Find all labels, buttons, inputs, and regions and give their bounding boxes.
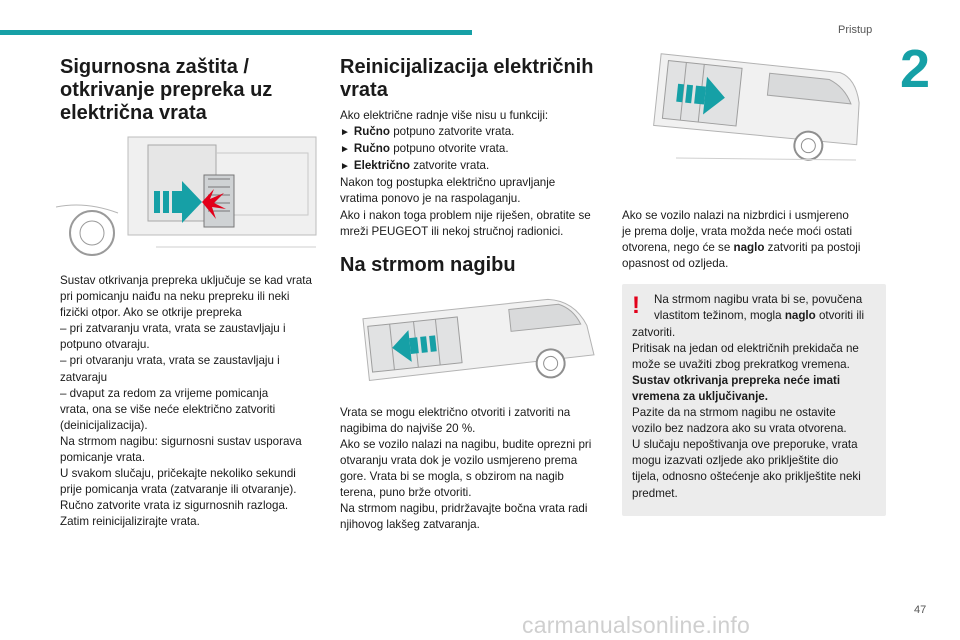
text-line: – pri zatvaranju vrata, vrata se zaustavljaju i: [60, 322, 286, 336]
text-line: može se uvažiti zbog prekratkog vremena.: [632, 357, 850, 371]
watermark: carmanualsonline.info: [522, 612, 750, 638]
column-downhill: [622, 56, 888, 516]
text-line: njihovog lakšeg zatvaranja.: [340, 518, 480, 532]
text-line: fizički otpor. Ako se otkrije prepreka: [60, 306, 242, 320]
text-bold: Sustav otkrivanja prepreka neće imati: [632, 373, 841, 387]
text-line: Vrata se mogu električno otvoriti i zatvoriti na: [340, 405, 571, 419]
text-line: zatvoriti.: [632, 325, 676, 339]
text-line: vrata, ona se više neće električno zatvoriti: [60, 402, 276, 416]
text-bold: naglo: [733, 241, 765, 255]
text-line: U slučaju nepoštivanja ove preporuke, vrata: [632, 438, 858, 452]
text-line: predmet.: [632, 486, 678, 500]
column-reinitialization: [340, 56, 610, 534]
text-line: Zatim reinicijalizirajte vrata.: [60, 515, 200, 529]
heading-obstacle-detection: Sigurnosna zaštita / otkrivanje prepreka uz električna vrata: [60, 56, 273, 124]
text-line: vozilo bez nadzora ako su vrata otvorena.: [632, 422, 847, 436]
text-line: (deinicijalizacija).: [60, 418, 148, 432]
text-line: pri pomicanju naiđu na neku prepreku ili neki: [60, 290, 290, 304]
text-line: nagibima do najviše 20 %.: [340, 421, 476, 435]
text-segment: Na strmom nagibu vrata bi se, povučena vlastitom težinom, mogla: [654, 293, 863, 323]
text-line: U svakom slučaju, pričekajte nekoliko sekundi: [60, 467, 296, 481]
text-line: Ako se vozilo nalazi na nagibu, budite oprezni pri: [340, 437, 592, 451]
text-line: – pri otvaranju vrata, vrata se zaustavljaju i: [60, 354, 280, 368]
van-downhill-illustration: [646, 48, 866, 166]
text-segment: zatvoriti pa postoji: [764, 241, 861, 255]
text-line: prije pomicanja vrata (zatvaranje ili otvaranje).: [60, 483, 297, 497]
warning-first-line: [632, 292, 876, 324]
text-segment: otvorena, nego će se: [622, 241, 734, 255]
text-line: Na strmom nagibu, pridržavajte bočna vrata radi: [340, 502, 588, 516]
van-on-slope-illustration: [352, 287, 602, 397]
text-line-bold: [632, 389, 876, 405]
arrow-bullet-icon: ►: [340, 144, 350, 156]
text-line: pomicanje vrata.: [60, 451, 146, 465]
step-text: potpuno otvorite vrata.: [389, 142, 509, 156]
text-segment: otvoriti ili: [815, 309, 865, 323]
text-line: Pritisak na jedan od električnih prekidača ne: [632, 341, 859, 355]
text-line-bold: [632, 373, 876, 389]
text-bold: naglo: [784, 309, 816, 323]
warning-exclamation-icon: !: [632, 292, 640, 320]
text-line: [622, 240, 888, 256]
text-line: mreži PEUGEOT ili nekoj stručnoj radionici.: [340, 224, 564, 238]
intro-line: Ako električne radnje više nisu u funkciji:: [340, 109, 549, 122]
text-line: Ručno zatvorite vrata iz sigurnosnih razloga.: [60, 499, 289, 513]
column-obstacle-detection: [60, 56, 322, 531]
arrow-bullet-icon: ►: [340, 161, 350, 173]
text-line: otvaranju vrata dok je vozilo usmjereno prema: [340, 454, 578, 468]
step-text: zatvorite vrata.: [409, 159, 490, 173]
text-line: tijela, odnosno oštećenje ako priklještite neki: [632, 470, 861, 484]
text-line: zatvaraju: [60, 370, 108, 384]
text-line: potpuno otvaraju.: [60, 338, 150, 352]
step-item: [340, 141, 610, 158]
step-keyword: Ručno: [353, 142, 390, 156]
text-line: Na strmom nagibu: sigurnosni sustav usporava: [60, 434, 302, 448]
steep-slope-text: [340, 405, 610, 534]
text-line: Ako i nakon toga problem nije riješen, obratite se: [340, 208, 591, 222]
text-line: vratima ponovo je na raspolaganju.: [340, 192, 521, 206]
section-title: Pristup: [838, 24, 873, 36]
downhill-text: [622, 208, 888, 272]
sliding-door-obstacle-illustration: [56, 135, 318, 265]
text-line: – dvaput za redom za vrijeme pomicanja: [60, 386, 269, 400]
text-line: opasnost od ozljeda.: [622, 257, 729, 271]
header-accent-bar: [0, 30, 472, 35]
step-keyword: Ručno: [353, 125, 390, 139]
text-line: je prema dolje, vrata možda neće moći ostati: [622, 225, 853, 239]
text-line: terena, puno brže otvoriti.: [340, 486, 472, 500]
warning-text: [654, 292, 876, 324]
step-keyword: Električno: [353, 159, 410, 173]
text-bold: vremena za uključivanje.: [632, 389, 768, 403]
text-line: mogu izazvati ozljede ako priklještite dio: [632, 454, 839, 468]
warning-box: [622, 284, 886, 515]
text-line: Ako se vozilo nalazi na nizbrdici i usmjereno: [622, 209, 849, 222]
text-line: Nakon tog postupka električno upravljanje: [340, 176, 556, 190]
text-line: Sustav otkrivanja prepreka uključuje se kad vrata: [60, 274, 312, 287]
step-item: [340, 124, 610, 141]
chapter-number: 2: [900, 39, 931, 99]
arrow-bullet-icon: ►: [340, 127, 350, 139]
step-text: potpuno zatvorite vrata.: [389, 125, 515, 139]
page-number: 47: [914, 604, 927, 616]
text-line: gore. Vrata bi se mogla, s obzirom na nagib: [340, 470, 564, 484]
step-item: [340, 158, 610, 175]
heading-steep-slope: Na strmom nagibu: [340, 253, 516, 276]
reinitialization-text: [340, 108, 610, 240]
text-line: Pazite da na strmom nagibu ne ostavite: [632, 406, 836, 420]
obstacle-detection-text: [60, 273, 322, 531]
heading-reinitialization: Reinicijalizacija električnih vrata: [340, 56, 594, 101]
